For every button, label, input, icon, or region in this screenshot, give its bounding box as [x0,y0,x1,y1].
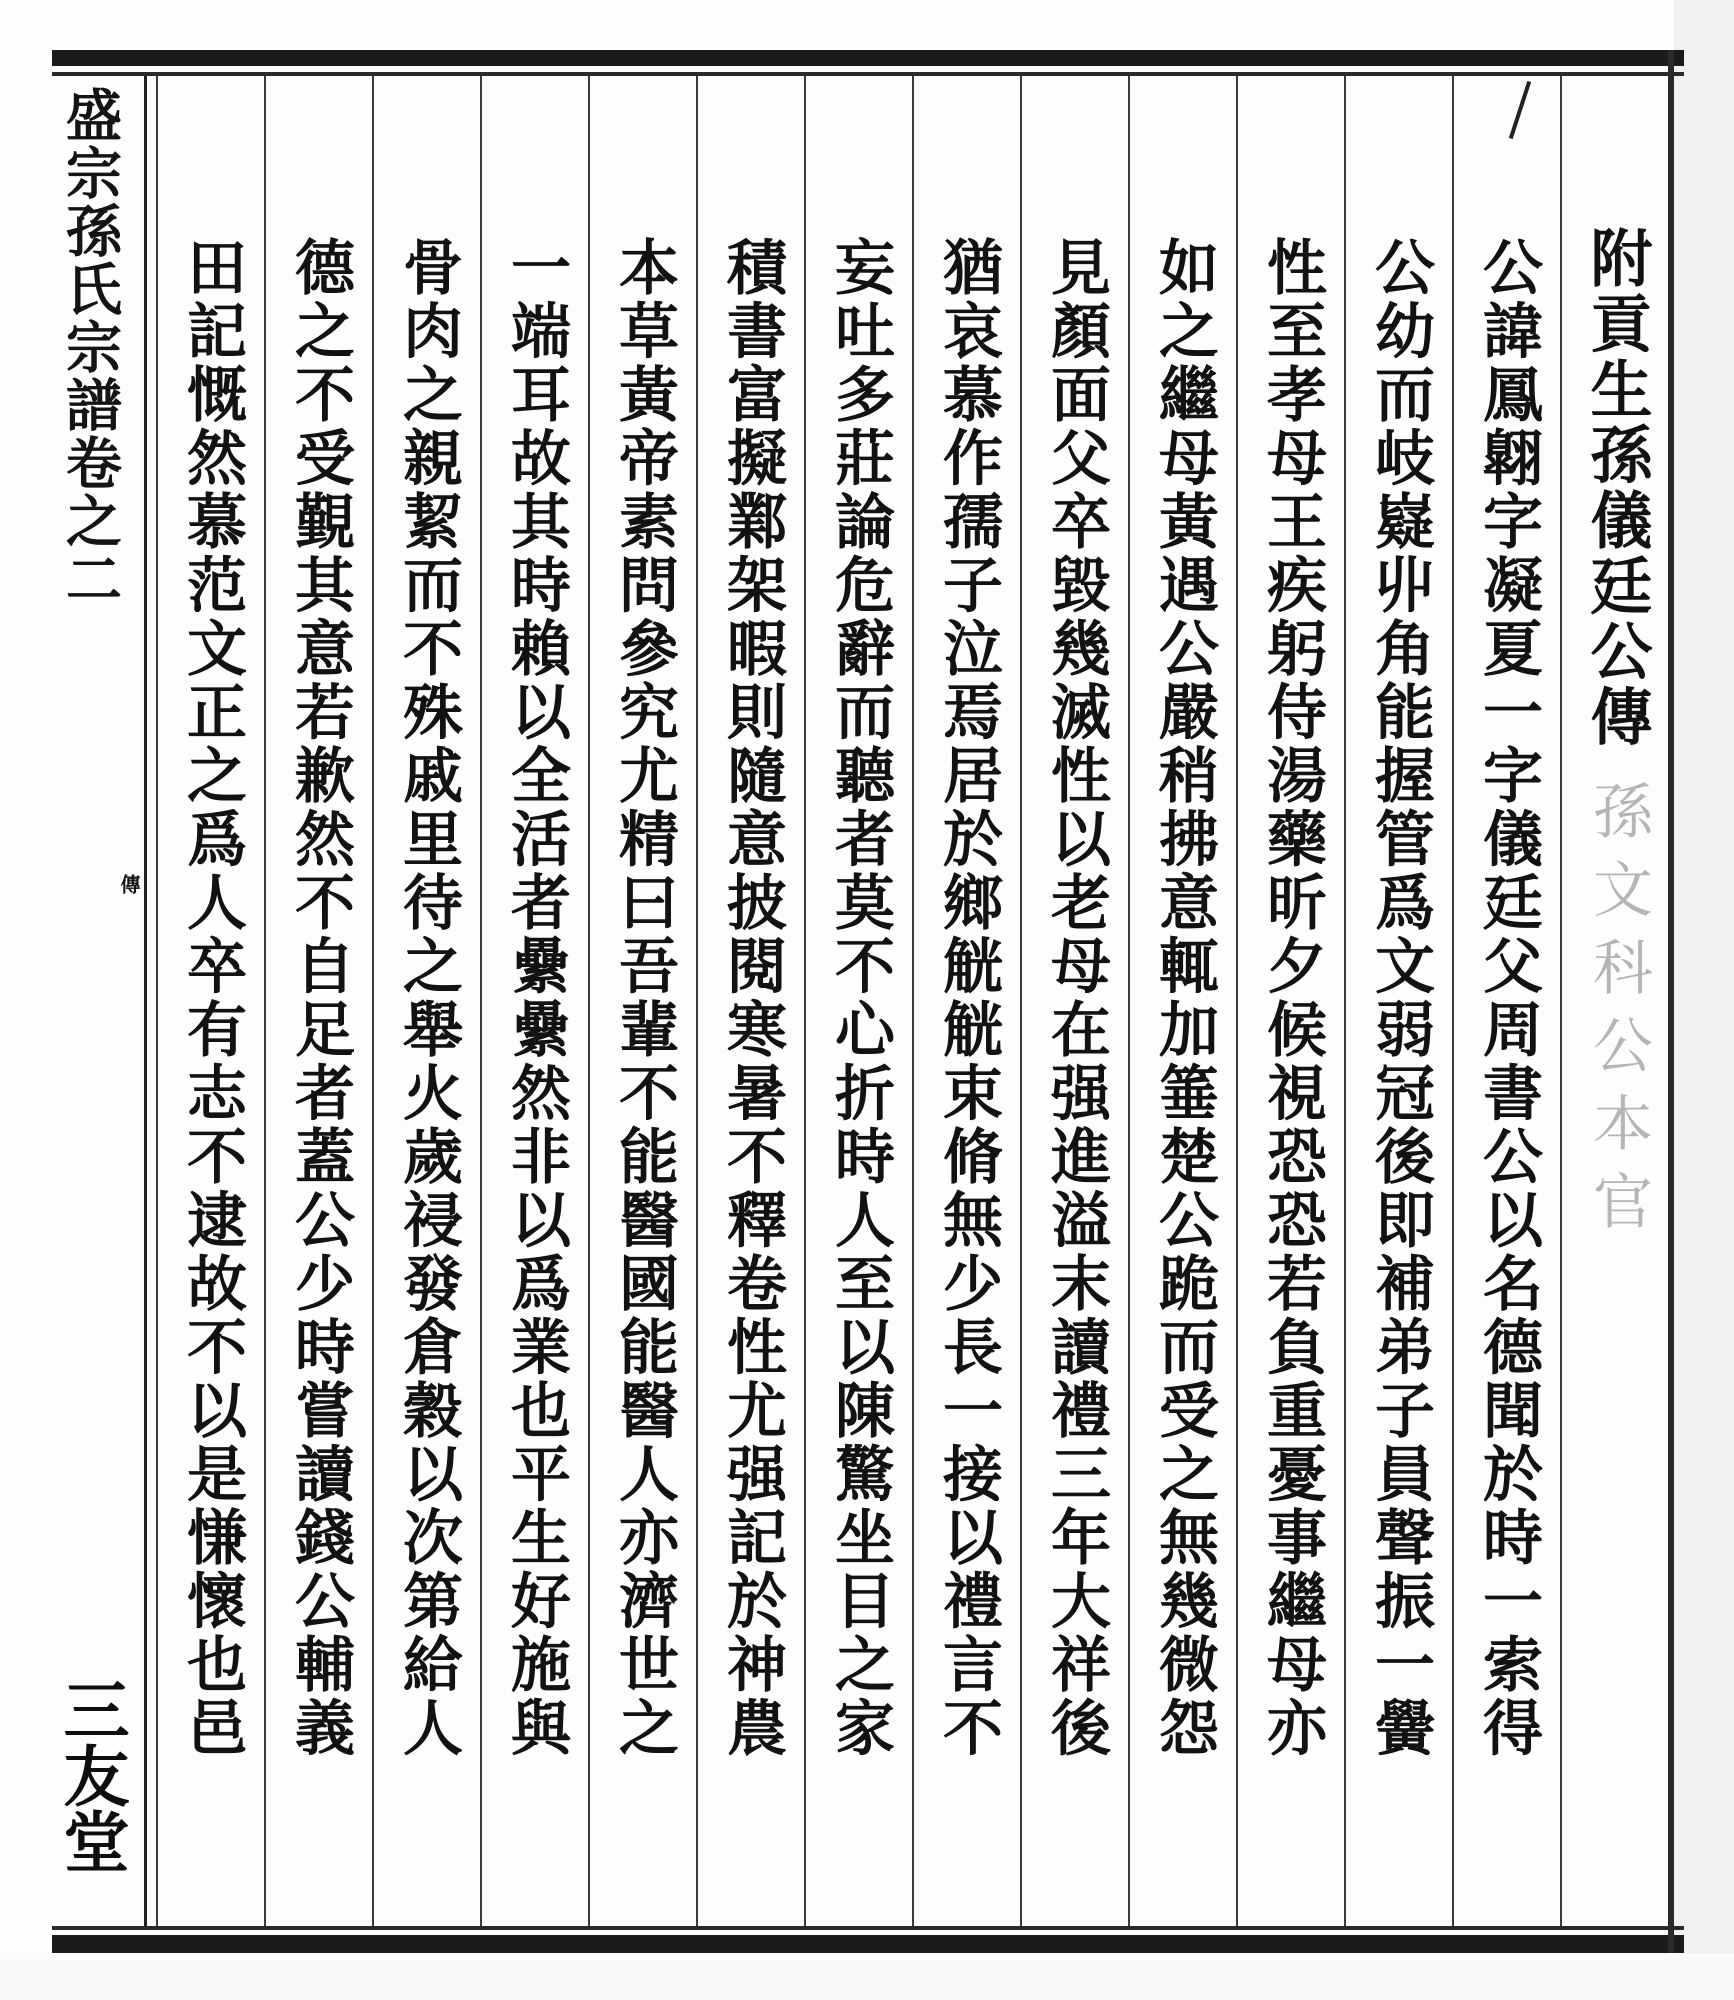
column-text: 性至孝母王疾躬侍湯藥昕夕候視恐恐若負重憂事繼母亦 [1257,236,1327,1760]
column-text: 本草黃帝素問參究尤精曰吾輩不能醫國能醫人亦濟世之 [609,236,679,1760]
section-label: 傳 [117,874,141,894]
column-text: 猶哀慕作孺子泣焉居於鄉觥觥束脩無少長一接以禮言不 [933,236,1003,1760]
text-column [1236,76,1346,1926]
text-column [1344,76,1454,1926]
book-title-text: 盛宗孫氏宗譜 [57,86,123,434]
column-text: 如之繼母黃遇公嚴稍拂意輒加箠楚公跪而受之無幾微怨 [1149,236,1219,1760]
column-text: 一端耳故其時賴以全活者纍纍然非以爲業也平生好施與 [501,236,571,1760]
column-text: 公幼而岐嶷丱角能握管爲文弱冠後即補弟子員聲振一黌 [1365,236,1435,1760]
text-column [372,76,482,1926]
bottom-margin [0,1953,1734,2000]
text-body [144,76,1668,1926]
column-text: 見顏面父卒毀幾滅性以老母在强進溢末讀禮三年大祥後 [1041,236,1111,1760]
side-banner [52,76,147,1926]
column-text: 妄吐多莊論危辭而聽者莫不心折時人至以陳驚坐目之家 [825,236,895,1760]
hall-name: 三友堂 [52,1676,130,1874]
book-title [57,86,123,608]
text-column [1020,76,1130,1926]
right-margin [1674,0,1734,2000]
faint-margin-note: 孫文科公本官 [1583,780,1653,1248]
text-column [912,76,1022,1926]
top-border [52,50,1684,66]
bottom-border-inner [52,1926,1684,1930]
text-column [588,76,698,1926]
text-column [804,76,914,1926]
column-text: 公諱鳳翺字凝夏一字儀廷父周書公以名德聞於時一索得 [1473,236,1543,1760]
text-column [480,76,590,1926]
text-column [1452,76,1562,1926]
text-column [1128,76,1238,1926]
column-text: 積書富擬鄴架暇則隨意披閱寒暑不釋卷性尤强記於神農 [717,236,787,1760]
text-column [264,76,374,1926]
column-text: 德之不受覲其意若歉然不自足者蓋公少時嘗讀錢公輔義 [285,236,355,1760]
bottom-border [52,1935,1684,1953]
text-column [156,76,266,1926]
volume-text: 卷之二 [57,434,123,608]
column-text: 田記慨然慕范文正之爲人卒有志不逮故不以是慊懷也邑 [177,236,247,1760]
column-text: 骨肉之親絜而不殊戚里待之舉火歲祲發倉穀以次第給人 [393,236,463,1760]
text-column [696,76,806,1926]
biography-title: 附貢生孫儀廷公傳 [1580,226,1653,750]
